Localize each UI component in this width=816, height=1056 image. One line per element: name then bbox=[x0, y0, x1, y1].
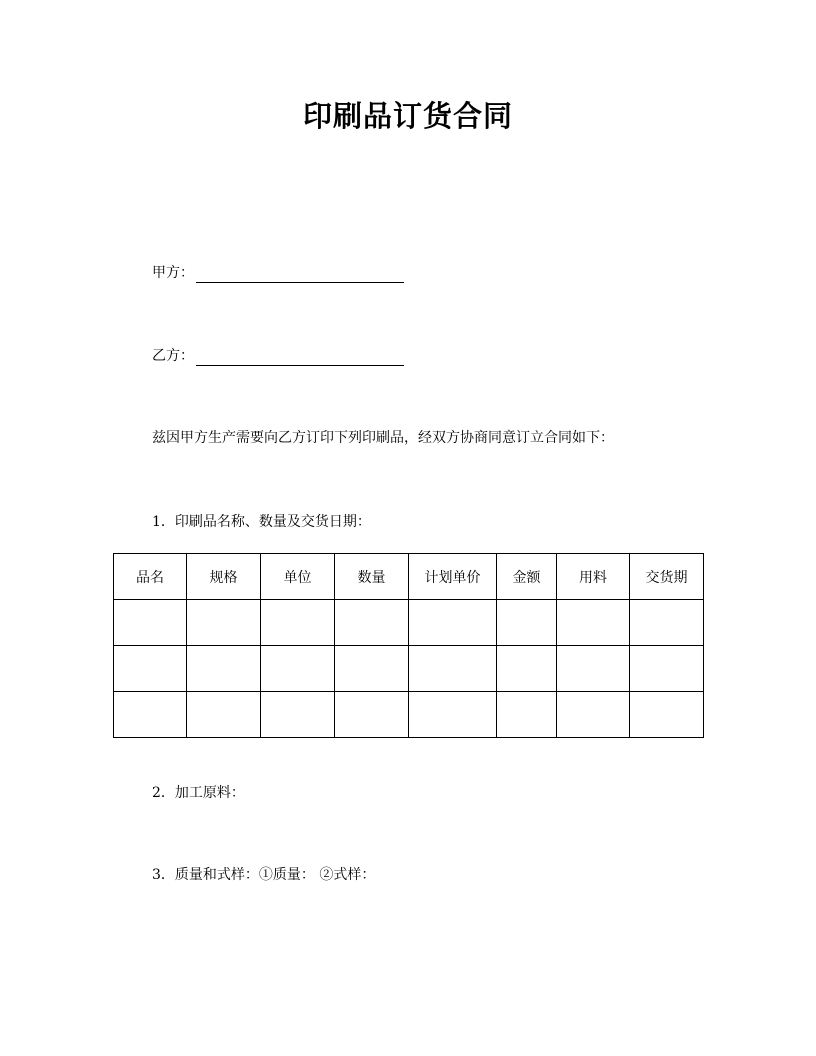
intro-paragraph: 兹因甲方生产需要向乙方订印下列印刷品，经双方协商同意订立合同如下： bbox=[152, 430, 614, 446]
party-b-row bbox=[152, 346, 404, 366]
table-cell bbox=[409, 692, 497, 738]
table-cell bbox=[335, 646, 409, 692]
table-cell bbox=[630, 692, 704, 738]
table-cell bbox=[114, 646, 187, 692]
table-cell bbox=[114, 600, 187, 646]
table-cell bbox=[187, 600, 261, 646]
header-cell-name: 品名 bbox=[114, 554, 187, 600]
table-cell bbox=[114, 692, 187, 738]
party-a-blank-line bbox=[196, 268, 404, 283]
table-cell bbox=[630, 600, 704, 646]
section-1-heading: 1．印刷品名称、数量及交货日期： bbox=[152, 514, 371, 530]
document-title: 印刷品订货合同 bbox=[302, 99, 513, 133]
party-a-label: 甲方： bbox=[152, 265, 194, 281]
table-row bbox=[114, 692, 704, 738]
party-a-row bbox=[152, 263, 404, 283]
table-cell bbox=[335, 692, 409, 738]
party-b-blank-line bbox=[196, 351, 404, 366]
table-cell bbox=[335, 600, 409, 646]
table-cell bbox=[497, 692, 557, 738]
header-cell-quantity: 数量 bbox=[335, 554, 409, 600]
table-row bbox=[114, 600, 704, 646]
section-3-heading: 3．质量和式样：①质量： ②式样： bbox=[152, 867, 376, 883]
table-header-row bbox=[114, 554, 704, 600]
header-cell-delivery: 交货期 bbox=[630, 554, 704, 600]
table-cell bbox=[557, 692, 630, 738]
header-cell-amount: 金额 bbox=[497, 554, 557, 600]
table-row bbox=[114, 646, 704, 692]
party-b-label: 乙方： bbox=[152, 348, 194, 364]
table-cell bbox=[261, 692, 335, 738]
header-cell-material: 用料 bbox=[557, 554, 630, 600]
header-cell-unit-price: 计划单价 bbox=[409, 554, 497, 600]
table-cell bbox=[557, 646, 630, 692]
table-cell bbox=[630, 646, 704, 692]
table-cell bbox=[261, 600, 335, 646]
table-cell bbox=[187, 692, 261, 738]
table-cell bbox=[409, 600, 497, 646]
section-2-heading: 2．加工原料： bbox=[152, 785, 245, 801]
table-cell bbox=[497, 646, 557, 692]
table-cell bbox=[557, 600, 630, 646]
table-cell bbox=[409, 646, 497, 692]
table-cell bbox=[261, 646, 335, 692]
header-cell-spec: 规格 bbox=[187, 554, 261, 600]
header-cell-unit: 单位 bbox=[261, 554, 335, 600]
table-cell bbox=[187, 646, 261, 692]
table-cell bbox=[497, 600, 557, 646]
order-table bbox=[113, 553, 704, 738]
